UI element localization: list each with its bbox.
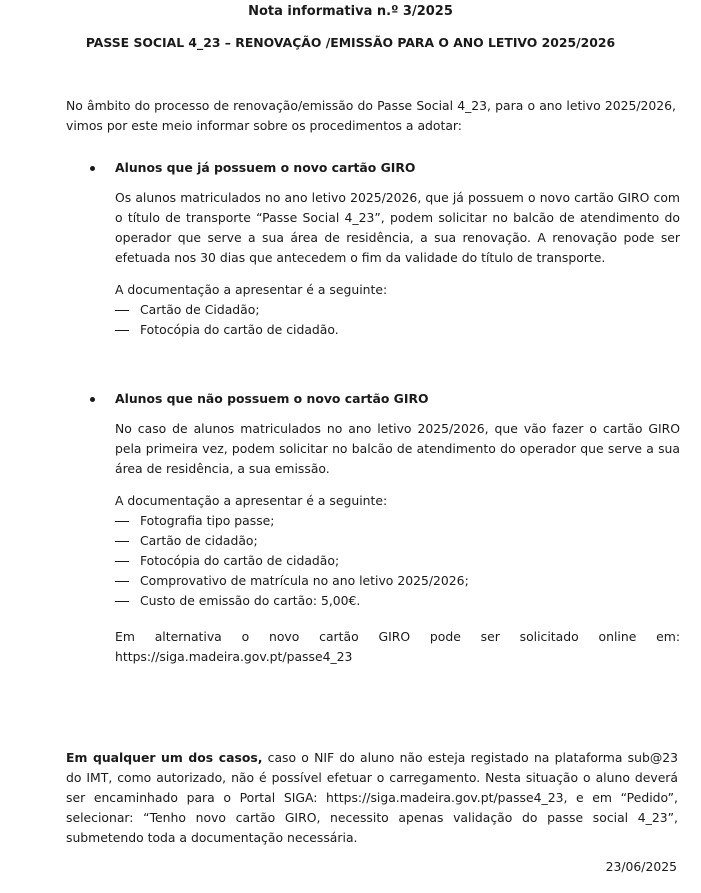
list-item: Fotografia tipo passe; (115, 511, 680, 531)
bullet-icon (90, 166, 95, 171)
docs-intro: A documentação a apresentar é a seguinte: (115, 282, 388, 297)
document-date: 23/06/2025 (605, 859, 677, 874)
section-heading-text: Alunos que já possuem o novo cartão GIRO (115, 160, 416, 175)
list-item: Cartão de Cidadão; (115, 300, 680, 320)
section-no-giro-card (90, 389, 680, 667)
list-item: Fotocópia do cartão de cidadão. (115, 320, 680, 340)
section-heading (90, 389, 680, 409)
list-item: Cartão de cidadão; (115, 531, 680, 551)
dash-icon (115, 330, 129, 331)
docs-list (90, 300, 680, 340)
section-has-giro-card (90, 158, 680, 340)
dash-icon (115, 561, 129, 562)
docs-list (90, 511, 680, 611)
dash-icon (115, 541, 129, 542)
dash-icon (115, 521, 129, 522)
alternative-link[interactable]: https://siga.madeira.gov.pt/passe4_23 (115, 649, 353, 664)
document-subtitle: PASSE SOCIAL 4_23 – RENOVAÇÃO /EMISSÃO PARA O ANO LETIVO 2025/2026 (85, 35, 616, 50)
dash-icon (115, 601, 129, 602)
section-paragraph: Os alunos matriculados no ano letivo 2025/2026, que já possuem o novo cartão GIRO com o título de transporte “Passe Social 4_23”, podem solicitar no balcão de atendimento do operador que serve a sua área de residência, a sua renovação. A renovação pode ser efetuada nos 30 dias que antecedem o fim da validade do título de transporte. (115, 190, 680, 265)
section-heading (90, 158, 680, 178)
bullet-icon (90, 397, 95, 402)
docs-intro: A documentação a apresentar é a seguinte: (115, 493, 388, 508)
dash-icon (115, 310, 129, 311)
dash-icon (115, 581, 129, 582)
list-item: Custo de emissão do cartão: 5,00€. (115, 591, 680, 611)
section-paragraph: No caso de alunos matriculados no ano letivo 2025/2026, que vão fazer o cartão GIRO pela primeira vez, podem solicitar no balcão de atendimento do operador que serve a sua área de residência, a sua emissão. (115, 421, 680, 476)
footer-lead: Em qualquer um dos casos, (66, 750, 263, 765)
section-heading-text: Alunos que não possuem o novo cartão GIRO (115, 391, 429, 406)
document-title: Nota informativa n.º 3/2025 (248, 4, 453, 19)
footer-paragraph (66, 748, 678, 848)
alternative-note (90, 627, 680, 667)
footer-text: caso o NIF do aluno não esteja registado na plataforma sub@23 do IMT, como autorizado, não é possível efetuar o carregamento. Nesta situação o aluno deverá ser encaminhado para o Portal SIGA: https://siga.madeira.gov.pt/passe4_23, e em “Pedido”, selecionar: “Tenho novo cartão GIRO, necessito apenas validação do passe social 4_23”, submetendo toda a documentação necessária. (66, 750, 678, 845)
intro-paragraph: No âmbito do processo de renovação/emissão do Passe Social 4_23, para o ano letivo 2025/2026, vimos por este meio informar sobre os procedimentos a adotar: (66, 98, 676, 133)
list-item: Fotocópia do cartão de cidadão; (115, 551, 680, 571)
list-item: Comprovativo de matrícula no ano letivo 2025/2026; (115, 571, 680, 591)
alternative-text: Em alternativa o novo cartão GIRO pode ser solicitado online em: (115, 629, 680, 644)
